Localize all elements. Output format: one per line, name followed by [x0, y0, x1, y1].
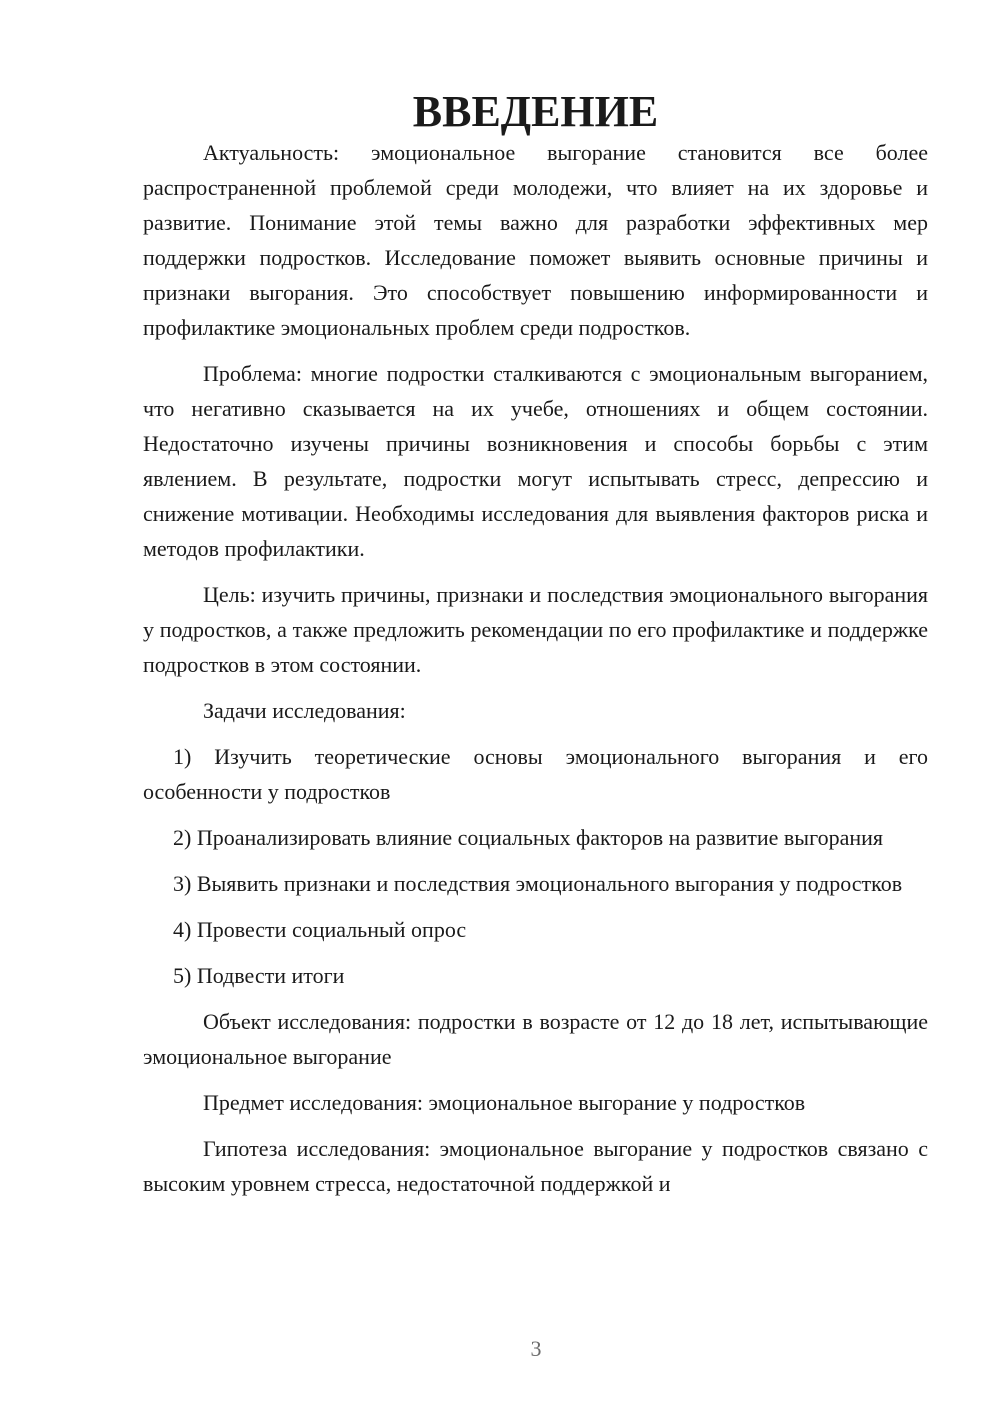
task-item-3: 3) Выявить признаки и последствия эмоционального выгорания у подростков — [173, 871, 903, 896]
goal-paragraph: Цель: изучить причины, признаки и последствия эмоционального выгорания у подростков, а также предложить рекомендации по его профилактике и поддержке подростков в этом состоянии. — [143, 582, 928, 677]
page-number: 3 — [530, 1336, 542, 1361]
subject-paragraph: Предмет исследования: эмоциональное выгорание у подростков — [203, 1090, 806, 1115]
task-item-5: 5) Подвести итоги — [173, 963, 345, 988]
relevance-paragraph: Актуальность: эмоциональное выгорание становится все более распространенной проблемой среди молодежи, что влияет на их здоровье и развитие. Понимание этой темы важно для разработки эффективных мер поддержки подростков. Исследование поможет выявить основные причины и признаки выгорания. Это способствует повышению информированности и профилактике эмоциональных проблем среди подростков. — [143, 140, 928, 340]
object-paragraph: Объект исследования: подростки в возрасте от 12 до 18 лет, испытывающие эмоциональное выгорание — [143, 1009, 928, 1069]
task-item-4: 4) Провести социальный опрос — [173, 917, 467, 942]
tasks-title: Задачи исследования: — [203, 698, 406, 723]
section-heading: ВВЕДЕНИЕ — [412, 87, 659, 136]
task-item-1: 1) Изучить теоретические основы эмоционального выгорания и его особенности у подростков — [143, 744, 928, 804]
task-item-2: 2) Проанализировать влияние социальных факторов на развитие выгорания — [173, 825, 883, 850]
page-content — [143, 87, 928, 1212]
problem-paragraph: Проблема: многие подростки сталкиваются с эмоциональным выгоранием, что негативно сказывается на их учебе, отношениях и общем состоянии. Недостаточно изучены причины возникновения и способы борьбы с этим явлением. В результате, подростки могут испытывать стресс, депрессию и снижение мотивации. Необходимы исследования для выявления факторов риска и методов профилактики. — [143, 361, 928, 561]
hypothesis-paragraph: Гипотеза исследования: эмоциональное выгорание у подростков связано с высоким уровнем стресса, недостаточной поддержкой и — [143, 1136, 928, 1196]
